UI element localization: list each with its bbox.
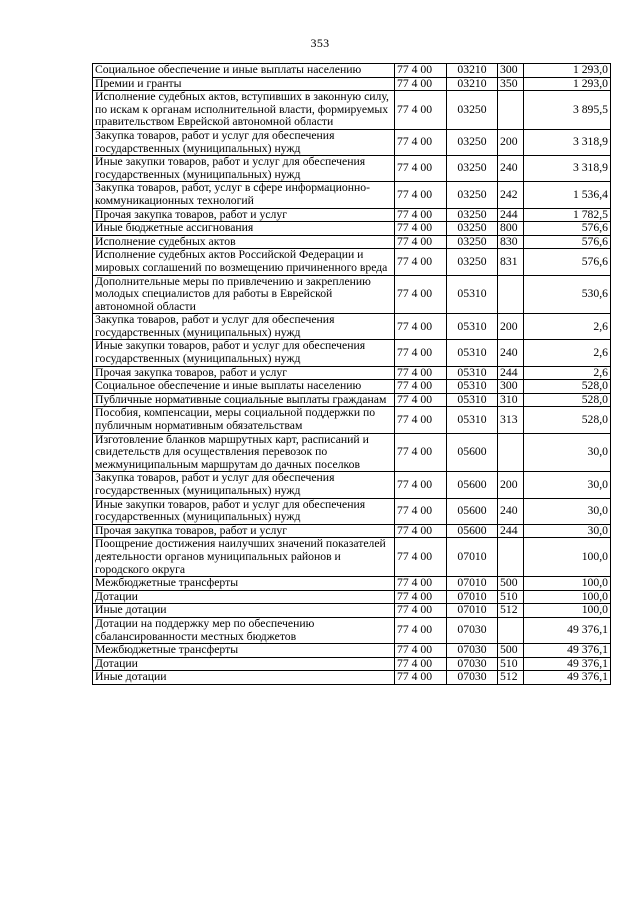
program-code-cell: 77 4 00	[395, 604, 447, 618]
program-code-cell: 77 4 00	[395, 407, 447, 433]
amount-cell: 530,6	[524, 275, 611, 314]
direction-code-cell: 03250	[447, 249, 498, 275]
amount-cell: 49 376,1	[524, 671, 611, 685]
program-code-cell: 77 4 00	[395, 433, 447, 472]
budget-table	[92, 63, 611, 685]
program-code-cell: 77 4 00	[395, 208, 447, 222]
row-name-cell: Иные закупки товаров, работ и услуг для обеспечения государственных (муниципальных) нужд	[93, 156, 395, 182]
direction-code-cell: 07030	[447, 617, 498, 643]
row-name-cell: Прочая закупка товаров, работ и услуг	[93, 208, 395, 222]
program-code-cell: 77 4 00	[395, 657, 447, 671]
direction-code-cell: 03250	[447, 156, 498, 182]
direction-code-cell: 03210	[447, 64, 498, 78]
table-row	[93, 156, 611, 182]
direction-code-cell: 07010	[447, 538, 498, 577]
table-row	[93, 208, 611, 222]
table-row	[93, 577, 611, 591]
direction-code-cell: 05310	[447, 366, 498, 380]
expense-type-cell: 200	[498, 472, 524, 498]
table-row	[93, 538, 611, 577]
table-row	[93, 249, 611, 275]
direction-code-cell: 07030	[447, 657, 498, 671]
amount-cell: 49 376,1	[524, 657, 611, 671]
amount-cell: 3 318,9	[524, 129, 611, 155]
program-code-cell: 77 4 00	[395, 314, 447, 340]
expense-type-cell: 242	[498, 182, 524, 208]
direction-code-cell: 03250	[447, 91, 498, 130]
expense-type-cell: 200	[498, 129, 524, 155]
expense-type-cell	[498, 617, 524, 643]
row-name-cell: Социальное обеспечение и иные выплаты населению	[93, 64, 395, 78]
amount-cell: 100,0	[524, 538, 611, 577]
page-number: 353	[310, 36, 330, 50]
expense-type-cell: 510	[498, 657, 524, 671]
program-code-cell: 77 4 00	[395, 380, 447, 394]
table-row	[93, 671, 611, 685]
table-row	[93, 340, 611, 366]
row-name-cell: Иные закупки товаров, работ и услуг для обеспечения государственных (муниципальных) нужд	[93, 340, 395, 366]
expense-type-cell: 240	[498, 340, 524, 366]
direction-code-cell: 05310	[447, 340, 498, 366]
table-row	[93, 222, 611, 236]
program-code-cell: 77 4 00	[395, 129, 447, 155]
table-row	[93, 64, 611, 78]
amount-cell: 30,0	[524, 524, 611, 538]
table-row	[93, 314, 611, 340]
amount-cell: 1 293,0	[524, 77, 611, 91]
table-row	[93, 590, 611, 604]
expense-type-cell: 350	[498, 77, 524, 91]
direction-code-cell: 03250	[447, 129, 498, 155]
row-name-cell: Закупка товаров, работ и услуг для обеспечения государственных (муниципальных) нужд	[93, 129, 395, 155]
amount-cell: 100,0	[524, 604, 611, 618]
expense-type-cell	[498, 275, 524, 314]
expense-type-cell: 240	[498, 498, 524, 524]
row-name-cell: Социальное обеспечение и иные выплаты населению	[93, 380, 395, 394]
direction-code-cell: 05310	[447, 275, 498, 314]
expense-type-cell	[498, 433, 524, 472]
expense-type-cell: 313	[498, 407, 524, 433]
row-name-cell: Исполнение судебных актов	[93, 235, 395, 249]
row-name-cell: Иные бюджетные ассигнования	[93, 222, 395, 236]
program-code-cell: 77 4 00	[395, 617, 447, 643]
expense-type-cell: 800	[498, 222, 524, 236]
direction-code-cell: 03250	[447, 182, 498, 208]
amount-cell: 528,0	[524, 393, 611, 407]
table-row	[93, 644, 611, 658]
table-row	[93, 77, 611, 91]
direction-code-cell: 05310	[447, 393, 498, 407]
direction-code-cell: 07030	[447, 644, 498, 658]
program-code-cell: 77 4 00	[395, 577, 447, 591]
program-code-cell: 77 4 00	[395, 156, 447, 182]
row-name-cell: Иные закупки товаров, работ и услуг для обеспечения государственных (муниципальных) нужд	[93, 498, 395, 524]
row-name-cell: Межбюджетные трансферты	[93, 644, 395, 658]
direction-code-cell: 07010	[447, 604, 498, 618]
amount-cell: 576,6	[524, 235, 611, 249]
expense-type-cell: 300	[498, 380, 524, 394]
direction-code-cell: 07030	[447, 671, 498, 685]
program-code-cell: 77 4 00	[395, 222, 447, 236]
table-row	[93, 182, 611, 208]
program-code-cell: 77 4 00	[395, 524, 447, 538]
expense-type-cell	[498, 91, 524, 130]
amount-cell: 528,0	[524, 407, 611, 433]
direction-code-cell: 07010	[447, 590, 498, 604]
amount-cell: 1 536,4	[524, 182, 611, 208]
expense-type-cell: 512	[498, 604, 524, 618]
direction-code-cell: 05310	[447, 314, 498, 340]
amount-cell: 30,0	[524, 498, 611, 524]
table-row	[93, 472, 611, 498]
row-name-cell: Пособия, компенсации, меры социальной поддержки по публичным нормативным обязательствам	[93, 407, 395, 433]
row-name-cell: Исполнение судебных актов Российской Федерации и мировых соглашений по возмещению причиненного вреда	[93, 249, 395, 275]
table-row	[93, 617, 611, 643]
direction-code-cell: 03250	[447, 222, 498, 236]
row-name-cell: Дотации на поддержку мер по обеспечению сбалансированности местных бюджетов	[93, 617, 395, 643]
table-row	[93, 393, 611, 407]
direction-code-cell: 07010	[447, 577, 498, 591]
table-row	[93, 433, 611, 472]
table-row	[93, 275, 611, 314]
amount-cell: 1 293,0	[524, 64, 611, 78]
row-name-cell: Прочая закупка товаров, работ и услуг	[93, 524, 395, 538]
direction-code-cell: 05600	[447, 498, 498, 524]
expense-type-cell: 244	[498, 366, 524, 380]
expense-type-cell: 512	[498, 671, 524, 685]
budget-table-body	[93, 64, 611, 685]
expense-type-cell: 300	[498, 64, 524, 78]
row-name-cell: Иные дотации	[93, 671, 395, 685]
program-code-cell: 77 4 00	[395, 538, 447, 577]
table-row	[93, 366, 611, 380]
direction-code-cell: 03250	[447, 235, 498, 249]
program-code-cell: 77 4 00	[395, 249, 447, 275]
expense-type-cell: 500	[498, 644, 524, 658]
row-name-cell: Прочая закупка товаров, работ и услуг	[93, 366, 395, 380]
program-code-cell: 77 4 00	[395, 235, 447, 249]
program-code-cell: 77 4 00	[395, 275, 447, 314]
table-row	[93, 498, 611, 524]
direction-code-cell: 05600	[447, 524, 498, 538]
table-row	[93, 604, 611, 618]
direction-code-cell: 05310	[447, 380, 498, 394]
row-name-cell: Межбюджетные трансферты	[93, 577, 395, 591]
expense-type-cell: 244	[498, 524, 524, 538]
expense-type-cell: 500	[498, 577, 524, 591]
program-code-cell: 77 4 00	[395, 366, 447, 380]
row-name-cell: Иные дотации	[93, 604, 395, 618]
row-name-cell: Поощрение достижения наилучших значений показателей деятельности органов муниципальных районов и городского округа	[93, 538, 395, 577]
amount-cell: 528,0	[524, 380, 611, 394]
amount-cell: 3 318,9	[524, 156, 611, 182]
table-row	[93, 657, 611, 671]
program-code-cell: 77 4 00	[395, 64, 447, 78]
amount-cell: 576,6	[524, 222, 611, 236]
direction-code-cell: 05310	[447, 407, 498, 433]
direction-code-cell: 03250	[447, 208, 498, 222]
table-row	[93, 407, 611, 433]
direction-code-cell: 03210	[447, 77, 498, 91]
program-code-cell: 77 4 00	[395, 590, 447, 604]
program-code-cell: 77 4 00	[395, 671, 447, 685]
table-row	[93, 235, 611, 249]
amount-cell: 100,0	[524, 590, 611, 604]
row-name-cell: Дотации	[93, 657, 395, 671]
program-code-cell: 77 4 00	[395, 644, 447, 658]
amount-cell: 2,6	[524, 340, 611, 366]
program-code-cell: 77 4 00	[395, 340, 447, 366]
row-name-cell: Исполнение судебных актов, вступивших в законную силу, по искам к органам исполнительной власти, формируемых правительством Еврейской автономной области	[93, 91, 395, 130]
expense-type-cell: 830	[498, 235, 524, 249]
expense-type-cell: 244	[498, 208, 524, 222]
amount-cell: 2,6	[524, 314, 611, 340]
row-name-cell: Публичные нормативные социальные выплаты гражданам	[93, 393, 395, 407]
row-name-cell: Дотации	[93, 590, 395, 604]
amount-cell: 49 376,1	[524, 644, 611, 658]
program-code-cell: 77 4 00	[395, 498, 447, 524]
amount-cell: 49 376,1	[524, 617, 611, 643]
program-code-cell: 77 4 00	[395, 91, 447, 130]
amount-cell: 2,6	[524, 366, 611, 380]
program-code-cell: 77 4 00	[395, 393, 447, 407]
amount-cell: 576,6	[524, 249, 611, 275]
table-row	[93, 91, 611, 130]
program-code-cell: 77 4 00	[395, 182, 447, 208]
expense-type-cell: 510	[498, 590, 524, 604]
expense-type-cell: 831	[498, 249, 524, 275]
row-name-cell: Премии и гранты	[93, 77, 395, 91]
direction-code-cell: 05600	[447, 433, 498, 472]
table-row	[93, 129, 611, 155]
program-code-cell: 77 4 00	[395, 472, 447, 498]
row-name-cell: Закупка товаров, работ и услуг для обеспечения государственных (муниципальных) нужд	[93, 472, 395, 498]
row-name-cell: Закупка товаров, работ и услуг для обеспечения государственных (муниципальных) нужд	[93, 314, 395, 340]
program-code-cell: 77 4 00	[395, 77, 447, 91]
expense-type-cell: 310	[498, 393, 524, 407]
expense-type-cell: 240	[498, 156, 524, 182]
table-row	[93, 380, 611, 394]
expense-type-cell	[498, 538, 524, 577]
row-name-cell: Дополнительные меры по привлечению и закреплению молодых специалистов для работы в Еврейской автономной области	[93, 275, 395, 314]
amount-cell: 30,0	[524, 472, 611, 498]
row-name-cell: Изготовление бланков маршрутных карт, расписаний и свидетельств для осуществления перевозок по межмуниципальным маршрутам до дачных поселков	[93, 433, 395, 472]
table-row	[93, 524, 611, 538]
expense-type-cell: 200	[498, 314, 524, 340]
row-name-cell: Закупка товаров, работ, услуг в сфере информационно-коммуникационных технологий	[93, 182, 395, 208]
direction-code-cell: 05600	[447, 472, 498, 498]
amount-cell: 30,0	[524, 433, 611, 472]
amount-cell: 3 895,5	[524, 91, 611, 130]
amount-cell: 1 782,5	[524, 208, 611, 222]
amount-cell: 100,0	[524, 577, 611, 591]
